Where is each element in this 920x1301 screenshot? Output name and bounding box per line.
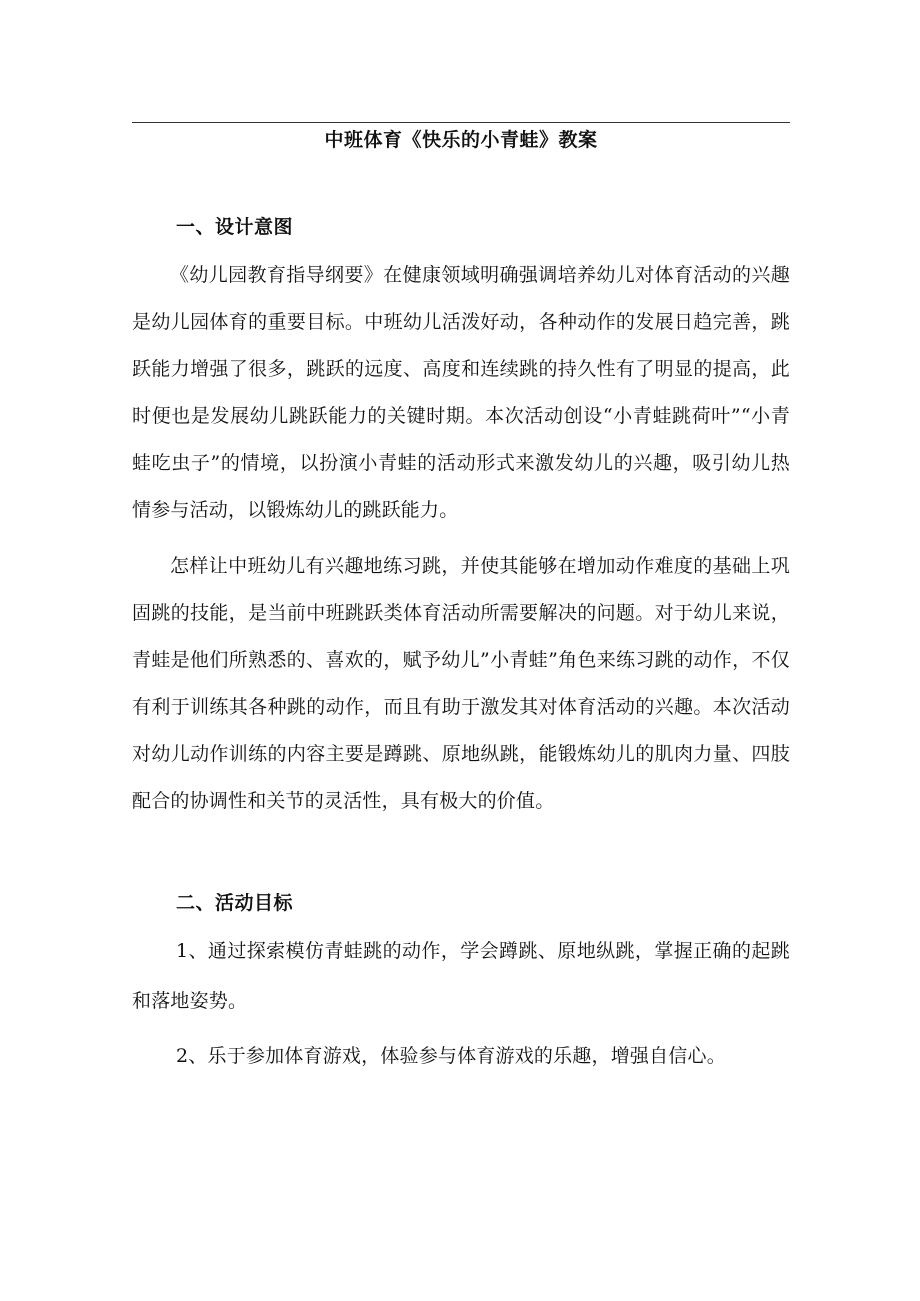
design-intent-paragraph-2: 怎样让中班幼儿有兴趣地练习跳，并使其能够在增加动作难度的基础上巩固跳的技能，是当前中班跳跃类体育活动所需要解决的问题。对于幼儿来说，青蛙是他们所熟悉的、喜欢的，赋予幼儿”小青蛙”角色来练习跳的动作，不仅有利于训练其各种跳的动作，而且有助于激发其对体育活动的兴趣。本次活动对幼儿动作训练的内容主要是蹲跳、原地纵跳，能锻炼幼儿的肌肉力量、四肢配合的协调性和关节的灵活性，具有极大的价值。 [132, 555, 790, 812]
section-heading-design-intent: 一、设计意图 [176, 216, 294, 238]
activity-goal-item-1: 1、通过探索模仿青蛙跳的动作，学会蹲跳、原地纵跳，掌握正确的起跳和落地姿势。 [132, 940, 790, 1012]
activity-goal-item-2: 2、乐于参加体育游戏，体验参与体育游戏的乐趣，增强自信心。 [176, 1045, 726, 1067]
section-heading-activity-goals: 二、活动目标 [176, 892, 294, 914]
document-title: 中班体育《快乐的小青蛙》教案 [324, 129, 598, 151]
design-intent-paragraph-1: 《幼儿园教育指导纲要》在健康领域明确强调培养幼儿对体育活动的兴趣是幼儿园体育的重要目标。中班幼儿活泼好动，各种动作的发展日趋完善，跳跃能力增强了很多，跳跃的远度、高度和连续跳的持久性有了明显的提高，此时便也是发展幼儿跳跃能力的关键时期。本次活动创设“小青蛙跳荷叶”“小青蛙吃虫子”的情境，以扮演小青蛙的活动形式来激发幼儿的兴趣，吸引幼儿热情参与活动，以锻炼幼儿的跳跃能力。 [132, 264, 790, 521]
header-rule [132, 122, 790, 123]
